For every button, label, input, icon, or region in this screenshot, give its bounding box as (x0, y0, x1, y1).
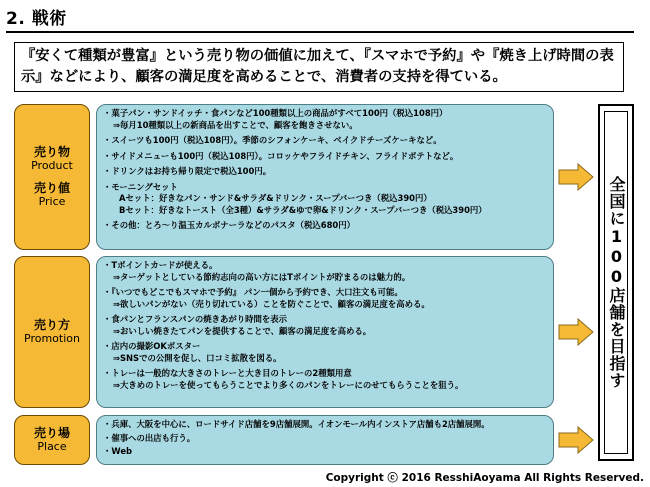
list-item: ・Tポイントカードが使える。 ⇒ターゲットとしている節約志向の高い方にはTポイントが貯まるのは魅力的。 (103, 260, 411, 282)
list-item: ・モーニングセット Aセット：好きなパン・サンド&サラダ&ドリンク・スープバーつき（税込390円） Bセット：好きなトースト（全3種）&サラダ&ゆで卵&ドリンク・スープバーつき（税込390円） (103, 181, 487, 215)
page-title: 2. 戦術 (6, 9, 67, 29)
label-promotion-en: Promotion (24, 332, 80, 345)
goal-inner-frame (604, 111, 628, 454)
label-product-price (14, 104, 90, 250)
list-item: ・『いつでもどこでもスマホで予約』 パン一個から予約でき、大口注文も可能。 ⇒欲しいパンがない（売り切れている）ことを防ぐことで、顧客の満足度を高める。 (103, 287, 430, 309)
title-underline (6, 31, 634, 33)
goal-text: 全国に100店舗を目指す (607, 176, 626, 389)
label-place (14, 415, 90, 465)
label-price-jp: 売り値 (33, 181, 70, 195)
label-product-jp: 売り物 (33, 145, 70, 159)
list-item: ・サイドメニューも100円（税込108円）。コロッケやフライドチキン、フライドポテトなど。 (103, 150, 459, 161)
detail-place (96, 415, 554, 465)
list-item: ・催事への出店も行う。 (103, 432, 196, 443)
list-item: ・トレーは一般的な大きさのトレーと大き目のトレーの2種類用意 ⇒大きめのトレーを使ってもらうことでより多くのパンをトレーにのせてもらうことを狙う。 (103, 368, 464, 390)
label-place-jp: 売り場 (33, 426, 70, 440)
list-item: ・店内の撮影OKポスター ⇒SNSでの公開を促し、口コミ拡散を図る。 (103, 341, 282, 363)
list-item: ・食パンとフランスパンの焼きあがり時間を表示 ⇒おいしい焼きたてパンを提供することで、顧客の満足度を高める。 (103, 314, 372, 336)
list-item: ・ドリンクはお持ち帰り限定で税込100円。 (103, 166, 272, 176)
label-place-en: Place (37, 440, 67, 453)
right-arrow-icon (558, 163, 594, 191)
copyright: Copyright ⓒ 2016 ResshiAoyama All Rights Reserved. (325, 472, 644, 484)
summary-box: 『安くて種類が豊富』という売り物の価値に加えて、『スマホで予約』や『焼き上げ時間の表示』などにより、顧客の満足度を高めることで、消費者の支持を得ている。 (14, 42, 624, 92)
goal-box (598, 104, 634, 461)
detail-product-price (96, 104, 554, 250)
right-arrow-icon (558, 318, 594, 346)
detail-promotion (96, 256, 554, 408)
list-item: ・菓子パン・サンドイッチ・食パンなど100種類以上の商品がすべて100円（税込108円） ⇒毎月10種類以上の新商品を出すことで、顧客を飽きさせない。 (103, 108, 448, 130)
label-product-en: Product (31, 159, 73, 172)
list-item: ・兵庫、大阪を中心に、ロードサイド店舗を9店舗展開。イオンモール内インストア店舗も2店舗展開。 (103, 419, 490, 429)
list-item: ・Web (103, 446, 132, 456)
list-item: ・その他：とろ〜り温玉カルボナーラなどのパスタ（税込680円） (103, 220, 355, 230)
list-item: ・スイーツも100円（税込108円）。季節のシフォンケーキ、ベイクドチーズケーキなど。 (103, 135, 442, 145)
label-promotion (14, 256, 90, 408)
label-price-en: Price (38, 195, 66, 208)
label-promotion-jp: 売り方 (33, 318, 70, 332)
right-arrow-icon (558, 426, 594, 454)
